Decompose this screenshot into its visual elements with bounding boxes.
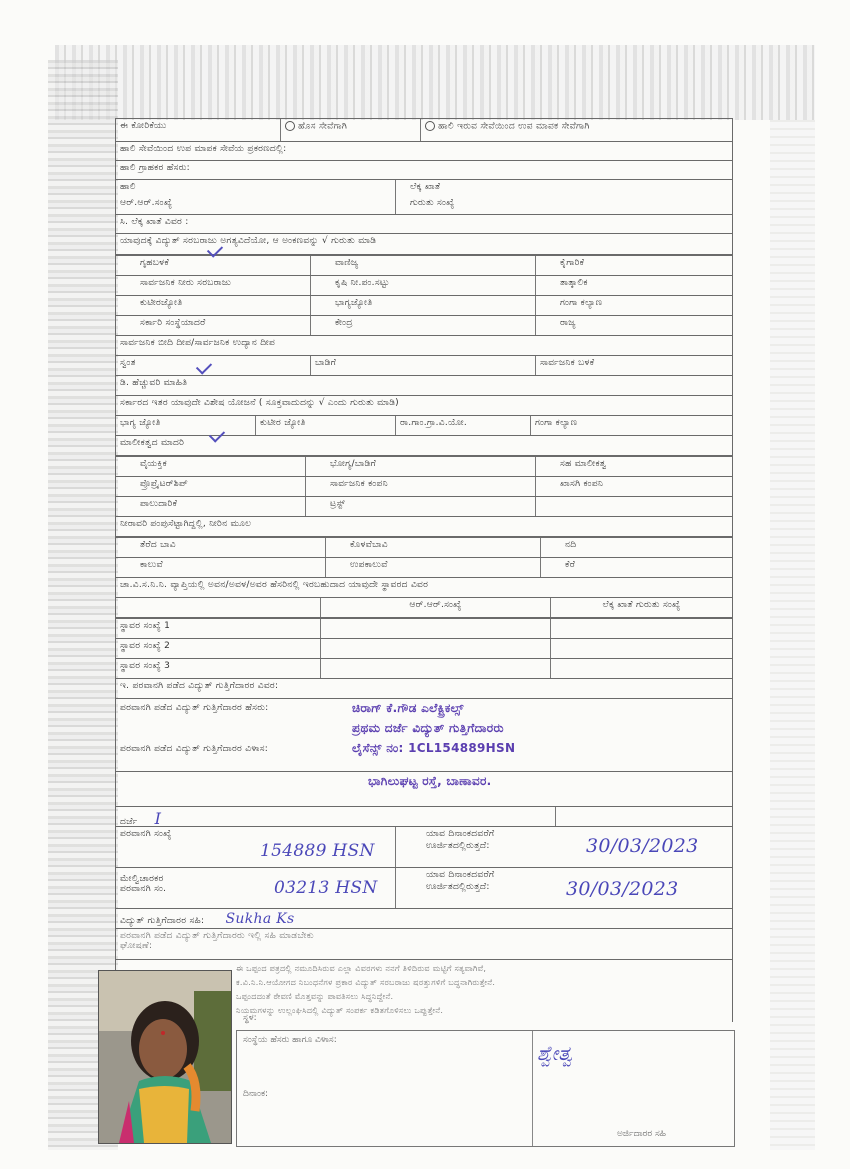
ownership-option-row-cell[interactable]: ಭೋಗ್ಯ/ಬಾಡಿಗೆ bbox=[306, 457, 536, 476]
purpose-option-row bbox=[115, 316, 733, 336]
place-label: ಸ್ಥಳ: bbox=[243, 1013, 257, 1023]
grade-extra bbox=[556, 807, 732, 826]
purpose-option-row-cell[interactable]: ಭಾಗ್ಯಜ್ಯೋತಿ bbox=[311, 296, 536, 315]
stamp-address-row bbox=[115, 772, 733, 807]
supervisor-valid-value: 30/03/2023 bbox=[566, 878, 679, 900]
supervisor-permit-label: ಪರವಾನಗಿ ಸಂ. bbox=[120, 884, 167, 894]
rr-label-line2: ಆರ್.ಆರ್.ಸಂಖ್ಯೆ bbox=[120, 198, 173, 208]
grade-label: ದರ್ಜೆ bbox=[120, 817, 138, 826]
request-label: ಈ ಕೋರಿಕೆಯು bbox=[116, 119, 281, 141]
scheme-bhagya-jyothi[interactable]: ಭಾಗ್ಯ ಜ್ಯೋತಿ bbox=[116, 416, 256, 435]
option-existing-label: ಹಾಲಿ ಇರುವ ಸೇವೆಯಿಂದ ಉಪ ಮಾಪಕ ಸೇವೆಗಾಗಿ bbox=[438, 121, 590, 132]
ownership-option-row bbox=[115, 477, 733, 497]
ownership-option-row-cell[interactable]: ಪಾಲುದಾರಿಕೆ bbox=[116, 497, 306, 516]
applicant-sign-label: ಅರ್ಜಿದಾರರ ಸಹಿ bbox=[617, 1129, 666, 1139]
blank-cell bbox=[116, 598, 321, 617]
option-existing-service[interactable] bbox=[421, 119, 733, 141]
declaration-line5: ಒಪ್ಪಂದದಂತೆ ಠೇವಣಿ ಮೊತ್ತವನ್ನು ಪಾವತಿಸಲು ಸಿದ್ಧನಿದ್ದೇನೆ. bbox=[236, 992, 394, 1001]
installation-row bbox=[115, 618, 733, 639]
purpose-option-row-cell[interactable]: ಸರ್ಕಾರಿ ಸಂಸ್ಥೆಯಾದರೆ bbox=[116, 316, 311, 335]
option-new-label: ಹೊಸ ಸೇವೆಗಾಗಿ bbox=[298, 121, 348, 132]
supervisor-valid-label: ಯಾವ ದಿನಾಂಕದವರೆಗೆ bbox=[426, 870, 495, 880]
account-label-line2: ಗುರುತು ಸಂಖ್ಯೆ bbox=[410, 198, 455, 208]
account-id-label bbox=[396, 180, 732, 214]
installation-label: ಸ್ಥಾವರ ಸಂಖ್ಯೆ 1 bbox=[116, 619, 321, 638]
water-source-row-cell[interactable]: ಕೊಳವೆಬಾವಿ bbox=[326, 538, 541, 557]
schemes-title-row bbox=[115, 396, 733, 416]
water-grid bbox=[115, 537, 733, 578]
valid-till-value: 30/03/2023 bbox=[586, 835, 699, 857]
applicant-signature: ಶ್ವೇತ್ವ bbox=[537, 1041, 573, 1065]
valid-till-label: ಯಾವ ದಿನಾಂಕದವರೆಗೆ bbox=[426, 829, 495, 839]
street-light-label: ಸಾರ್ವಜನಿಕ ಬೀದಿ ದೀಪ/ಸಾರ್ವಜನಿಕ ಉದ್ಯಾನ ದೀಪ bbox=[120, 338, 276, 348]
other-services-label: ಚಾ.ವಿ.ಸ.ನಿ.ನಿ. ವ್ಯಾಪ್ತಿಯಲ್ಲಿ ಅವನ/ಅವಳ/ಅವರ ಹೆಸರಿನಲ್ಲಿ ಇರಬಹುದಾದ ಯಾವುದೇ ಸ್ಥಾವರದ ವಿವರ bbox=[120, 580, 429, 590]
submeter-row bbox=[115, 142, 733, 161]
other-services-row bbox=[115, 578, 733, 598]
purpose-option-row-cell[interactable]: ಗೃಹಬಳಕೆ bbox=[116, 256, 311, 275]
ownership-option-row bbox=[115, 456, 733, 477]
schemes-row bbox=[115, 416, 733, 436]
applicant-photo-svg bbox=[99, 971, 231, 1143]
declaration-line4: ಕ.ವಿ.ನಿ.ನಿ.ಆಯೋಗದ ನಿಬಂಧನೆಗಳ ಪ್ರಕಾರ ವಿದ್ಯುತ್ ಸರಬರಾಜು ಷರತ್ತುಗಳಿಗೆ ಬದ್ಧನಾಗಿರುತ್ತೇನೆ. bbox=[236, 978, 496, 987]
contractor-address-label: ಪರವಾನಗಿ ಪಡೆದ ವಿದ್ಯುತ್ ಗುತ್ತಿಗೆದಾರರ ವಿಳಾಸ: bbox=[120, 744, 269, 754]
other-services-header bbox=[115, 598, 733, 618]
purpose-option-row bbox=[115, 255, 733, 276]
purpose-option-row-cell[interactable]: ವಾಣಿಜ್ಯ bbox=[311, 256, 536, 275]
ownership-option-row bbox=[115, 497, 733, 517]
purpose-option-row-cell[interactable]: ತಾತ್ಕಾಲಿಕ bbox=[560, 278, 588, 288]
scan-noise-right bbox=[770, 120, 815, 1150]
purpose-grid bbox=[115, 255, 733, 336]
purpose-option-row bbox=[115, 276, 733, 296]
ownership-title: ಮಾಲೀಕತ್ವದ ಮಾದರಿ bbox=[120, 438, 185, 448]
purpose-option-row-cell[interactable]: ಕೇಂದ್ರ bbox=[311, 316, 536, 335]
request-type-row bbox=[115, 118, 733, 142]
ownership-grid bbox=[115, 456, 733, 517]
own-label: ಸ್ವಂತ bbox=[116, 356, 311, 375]
ownership-option-row-cell[interactable] bbox=[536, 497, 732, 516]
declaration-head-row bbox=[115, 929, 733, 960]
rr-col-header: ಆರ್.ಆರ್.ಸಂಖ್ಯೆ bbox=[321, 598, 551, 617]
stamp-grade: ಪ್ರಥಮ ದರ್ಜೆ ವಿದ್ಯುತ್ ಗುತ್ತಿಗೆದಾರರು bbox=[352, 721, 504, 735]
water-source-row-cell[interactable]: ಕಾಲುವೆ bbox=[116, 558, 326, 577]
ownership-option-row-cell[interactable]: ಖಾಸಗಿ ಕಂಪನಿ bbox=[560, 479, 604, 489]
installation-field[interactable] bbox=[551, 619, 732, 638]
radio-icon bbox=[425, 121, 435, 131]
supervisor-row bbox=[115, 868, 733, 909]
valid-till-label2: ಊರ್ಜಿತದಲ್ಲಿರುತ್ತದೆ: bbox=[426, 841, 490, 851]
public-use-label: ಸಾರ್ವಜನಿಕ ಬಳಕೆ bbox=[540, 358, 595, 368]
ownership-option-row-cell[interactable]: ವೈಯಕ್ತಿಕ bbox=[116, 457, 306, 476]
contractor-sign-row bbox=[115, 909, 733, 929]
license-row bbox=[115, 827, 733, 868]
contractor-row bbox=[115, 699, 733, 772]
applicant-photo bbox=[98, 970, 232, 1144]
installation-label: ಸ್ಥಾವರ ಸಂಖ್ಯೆ 3 bbox=[116, 659, 321, 678]
account-details-label: ಸಿ. ಲೆಕ್ಕ ಖಾತೆ ವಿವರ : bbox=[120, 217, 189, 227]
grade-row bbox=[115, 807, 733, 827]
ownership-option-row-cell[interactable]: ಸಾರ್ವಜನಿಕ ಕಂಪನಿ bbox=[306, 477, 536, 496]
purpose-option-row-cell[interactable]: ಸಾರ್ವಜನಿಕ ನೀರು ಸರಬರಾಜು bbox=[116, 276, 311, 295]
installation-row bbox=[115, 659, 733, 679]
applicant-name-label: ಸಂಸ್ಥೆಯ ಹೆಸರು ಹಾಗೂ ವಿಳಾಸ: bbox=[243, 1035, 337, 1045]
contractor-sign-label: ವಿದ್ಯುತ್ ಗುತ್ತಿಗೆದಾರರ ಸಹಿ: bbox=[120, 916, 205, 926]
water-source-row-cell[interactable]: ಉಪಕಾಲುವೆ bbox=[326, 558, 541, 577]
installation-field[interactable] bbox=[551, 639, 732, 658]
section-d-row bbox=[115, 376, 733, 396]
application-form bbox=[115, 118, 733, 1022]
declaration-line6: ನಿಯಮಗಳನ್ನು ಉಲ್ಲಂಘಿಸಿದಲ್ಲಿ ವಿದ್ಯುತ್ ಸಂಪರ್ಕ ಕಡಿತಗೊಳಿಸಲು ಒಪ್ಪುತ್ತೇನೆ. bbox=[236, 1006, 444, 1015]
purpose-option-row-cell[interactable]: ರಾಜ್ಯ bbox=[560, 318, 576, 328]
installation-field[interactable] bbox=[321, 639, 551, 658]
street-light-row bbox=[115, 336, 733, 356]
purpose-option-row-cell[interactable]: ಕೈಗಾರಿಕೆ bbox=[560, 258, 585, 268]
schemes-title: ಸರ್ಕಾರದ ಇತರ ಯಾವುದೇ ವಿಶೇಷ ಯೋಜನೆ ( ಸೂಕ್ತವಾದುದನ್ನು √ ಎಂದು ಗುರುತು ಮಾಡಿ) bbox=[120, 398, 399, 408]
declaration-line3: ಈ ಒಪ್ಪಂದ ಪತ್ರದಲ್ಲಿ ನಮೂದಿಸಿರುವ ಎಲ್ಲಾ ವಿವರಗಳು ನನಗೆ ತಿಳಿದಿರುವ ಮಟ್ಟಿಗೆ ಸತ್ಯವಾಗಿವೆ, bbox=[236, 964, 487, 973]
water-source-row-cell[interactable]: ತೆರೆದ ಬಾವಿ bbox=[116, 538, 326, 557]
account-label-line1: ಲೆಕ್ಕ ಖಾತೆ bbox=[410, 182, 441, 192]
declaration-title: ಘೋಷಣೆ: bbox=[120, 941, 153, 951]
date-label: ದಿನಾಂಕ: bbox=[243, 1089, 269, 1099]
license-value: 154889 HSN bbox=[260, 841, 375, 861]
contractor-signature: Sukha Ks bbox=[225, 911, 295, 927]
installations-grid bbox=[115, 618, 733, 679]
section-e-row bbox=[115, 679, 733, 699]
purpose-option-row-cell[interactable]: ಕುಟೀರಜ್ಯೋತಿ bbox=[116, 296, 311, 315]
stamp-license: ಲೈಸೆನ್ಸ್ ನಂ: 1CL154889HSN bbox=[352, 741, 516, 755]
supervisor-label: ಮೇಲ್ವಿಚಾರಕರ bbox=[120, 874, 164, 884]
license-label: ಪರವಾನಗಿ ಸಂಖ್ಯೆ bbox=[120, 829, 172, 839]
water-source-row bbox=[115, 537, 733, 558]
account-col-header: ಲೆಕ್ಕ ಖಾತೆ ಗುರುತು ಸಂಖ್ಯೆ bbox=[602, 600, 681, 610]
installation-field[interactable] bbox=[321, 659, 551, 678]
submeter-label: ಹಾಲಿ ಸೇವೆಯಿಂದ ಉಪ ಮಾಪಕ ಸೇವೆಯ ಪ್ರಕರಣದಲ್ಲಿ: bbox=[120, 144, 287, 154]
ownership-option-row-cell[interactable]: ಸಹ ಮಾಲೀಕತ್ವ bbox=[560, 459, 607, 469]
option-new-service[interactable] bbox=[281, 119, 421, 141]
purpose-option-row-cell[interactable]: ಕೃಷಿ ನೀ.ಪಂ.ಸಟ್ಟು bbox=[311, 276, 536, 295]
stamp-address: ಭಾಗಿಲುಘಟ್ಟ ರಸ್ತೆ, ಬಾಣಾವರ. bbox=[368, 774, 492, 788]
rent-label: ಬಾಡಿಗೆ bbox=[311, 356, 536, 375]
water-source-row-cell[interactable]: ನದಿ bbox=[565, 540, 577, 550]
ownership-title-row bbox=[115, 436, 733, 456]
contractor-name-label: ಪರವಾನಗಿ ಪಡೆದ ವಿದ್ಯುತ್ ಗುತ್ತಿಗೆದಾರರ ಹೆಸರು: bbox=[120, 703, 269, 713]
supervisor-valid-label2: ಊರ್ಜಿತದಲ್ಲಿರುತ್ತದೆ: bbox=[426, 882, 490, 892]
purpose-option-row-cell[interactable]: ಗಂಗಾ ಕಲ್ಯಾಣ bbox=[560, 298, 603, 308]
section-d-label: ಡಿ. ಹೆಚ್ಚುವರಿ ಮಾಹಿತಿ bbox=[120, 378, 188, 388]
declaration-line1: ಪರವಾನಗಿ ಪಡೆದ ವಿದ್ಯುತ್ ಗುತ್ತಿಗೆದಾರರು ಇಲ್ಲಿ ಸಹಿ ಮಾಡಬೇಕು bbox=[120, 931, 314, 941]
purpose-option-row bbox=[115, 296, 733, 316]
consumer-name-label: ಹಾಲಿ ಗ್ರಾಹಕರ ಹೆಸರು: bbox=[120, 163, 190, 173]
rr-label-line1: ಹಾಲಿ bbox=[120, 182, 136, 192]
applicant-box bbox=[236, 1013, 735, 1147]
consumer-name-row bbox=[115, 161, 733, 180]
scheme-rggvy[interactable]: ರಾ.ಗಾಂ.ಗ್ರಾ.ವಿ.ಯೋ. bbox=[396, 416, 531, 435]
water-title-row bbox=[115, 517, 733, 537]
ownership-option-row-cell[interactable]: ಟ್ರಸ್ಟ್ bbox=[306, 497, 536, 516]
installation-row bbox=[115, 639, 733, 659]
purpose-label: ಯಾವುದಕ್ಕೆ ವಿದ್ಯುತ್ ಸರಬರಾಜು ಅಗತ್ಯವಿದೆಯೋ, ಆ ಅಂಕಣವನ್ನು √ ಗುರುತು ಮಾಡಿ bbox=[120, 236, 377, 246]
radio-icon bbox=[285, 121, 295, 131]
water-source-title: ನೀರಾವರಿ ಪಂಪುಸೆಟ್ಟಾಗಿದ್ದಲ್ಲಿ, ನೀರಿನ ಮೂಲ bbox=[120, 519, 252, 529]
section-e-label: ಇ. ಪರವಾನಗಿ ಪಡೆದ ವಿದ್ಯುತ್ ಗುತ್ತಿಗೆದಾರರ ವಿವರ: bbox=[120, 681, 279, 691]
installation-field[interactable] bbox=[551, 659, 732, 678]
installation-label: ಸ್ಥಾವರ ಸಂಖ್ಯೆ 2 bbox=[116, 639, 321, 658]
ownership-option-row-cell[interactable]: ಪ್ರೊಪ್ರೈಟರ್‌ಶಿಪ್ bbox=[116, 477, 306, 496]
scheme-ganga-kalyana[interactable]: ಗಂಗಾ ಕಲ್ಯಾಣ bbox=[535, 418, 578, 428]
grade-value: I bbox=[154, 809, 162, 826]
water-source-row-cell[interactable]: ಕೆರೆ bbox=[565, 560, 576, 570]
scheme-kuteera-jyothi[interactable]: ಕುಟೀರ ಜ್ಯೋತಿ bbox=[256, 416, 396, 435]
rr-number-label bbox=[116, 180, 396, 214]
box-divider bbox=[532, 1031, 533, 1146]
scan-noise-top bbox=[55, 45, 815, 120]
rr-number-row bbox=[115, 180, 733, 215]
stamp-firm-name: ಚಿರಾಗ್ ಕೆ.ಗೌಡ ಎಲೆಕ್ಟ್ರಿಕಲ್ಸ್ bbox=[352, 701, 464, 715]
installation-field[interactable] bbox=[321, 619, 551, 638]
water-source-row bbox=[115, 558, 733, 578]
account-details-row bbox=[115, 215, 733, 234]
supervisor-permit-value: 03213 HSN bbox=[274, 878, 378, 898]
